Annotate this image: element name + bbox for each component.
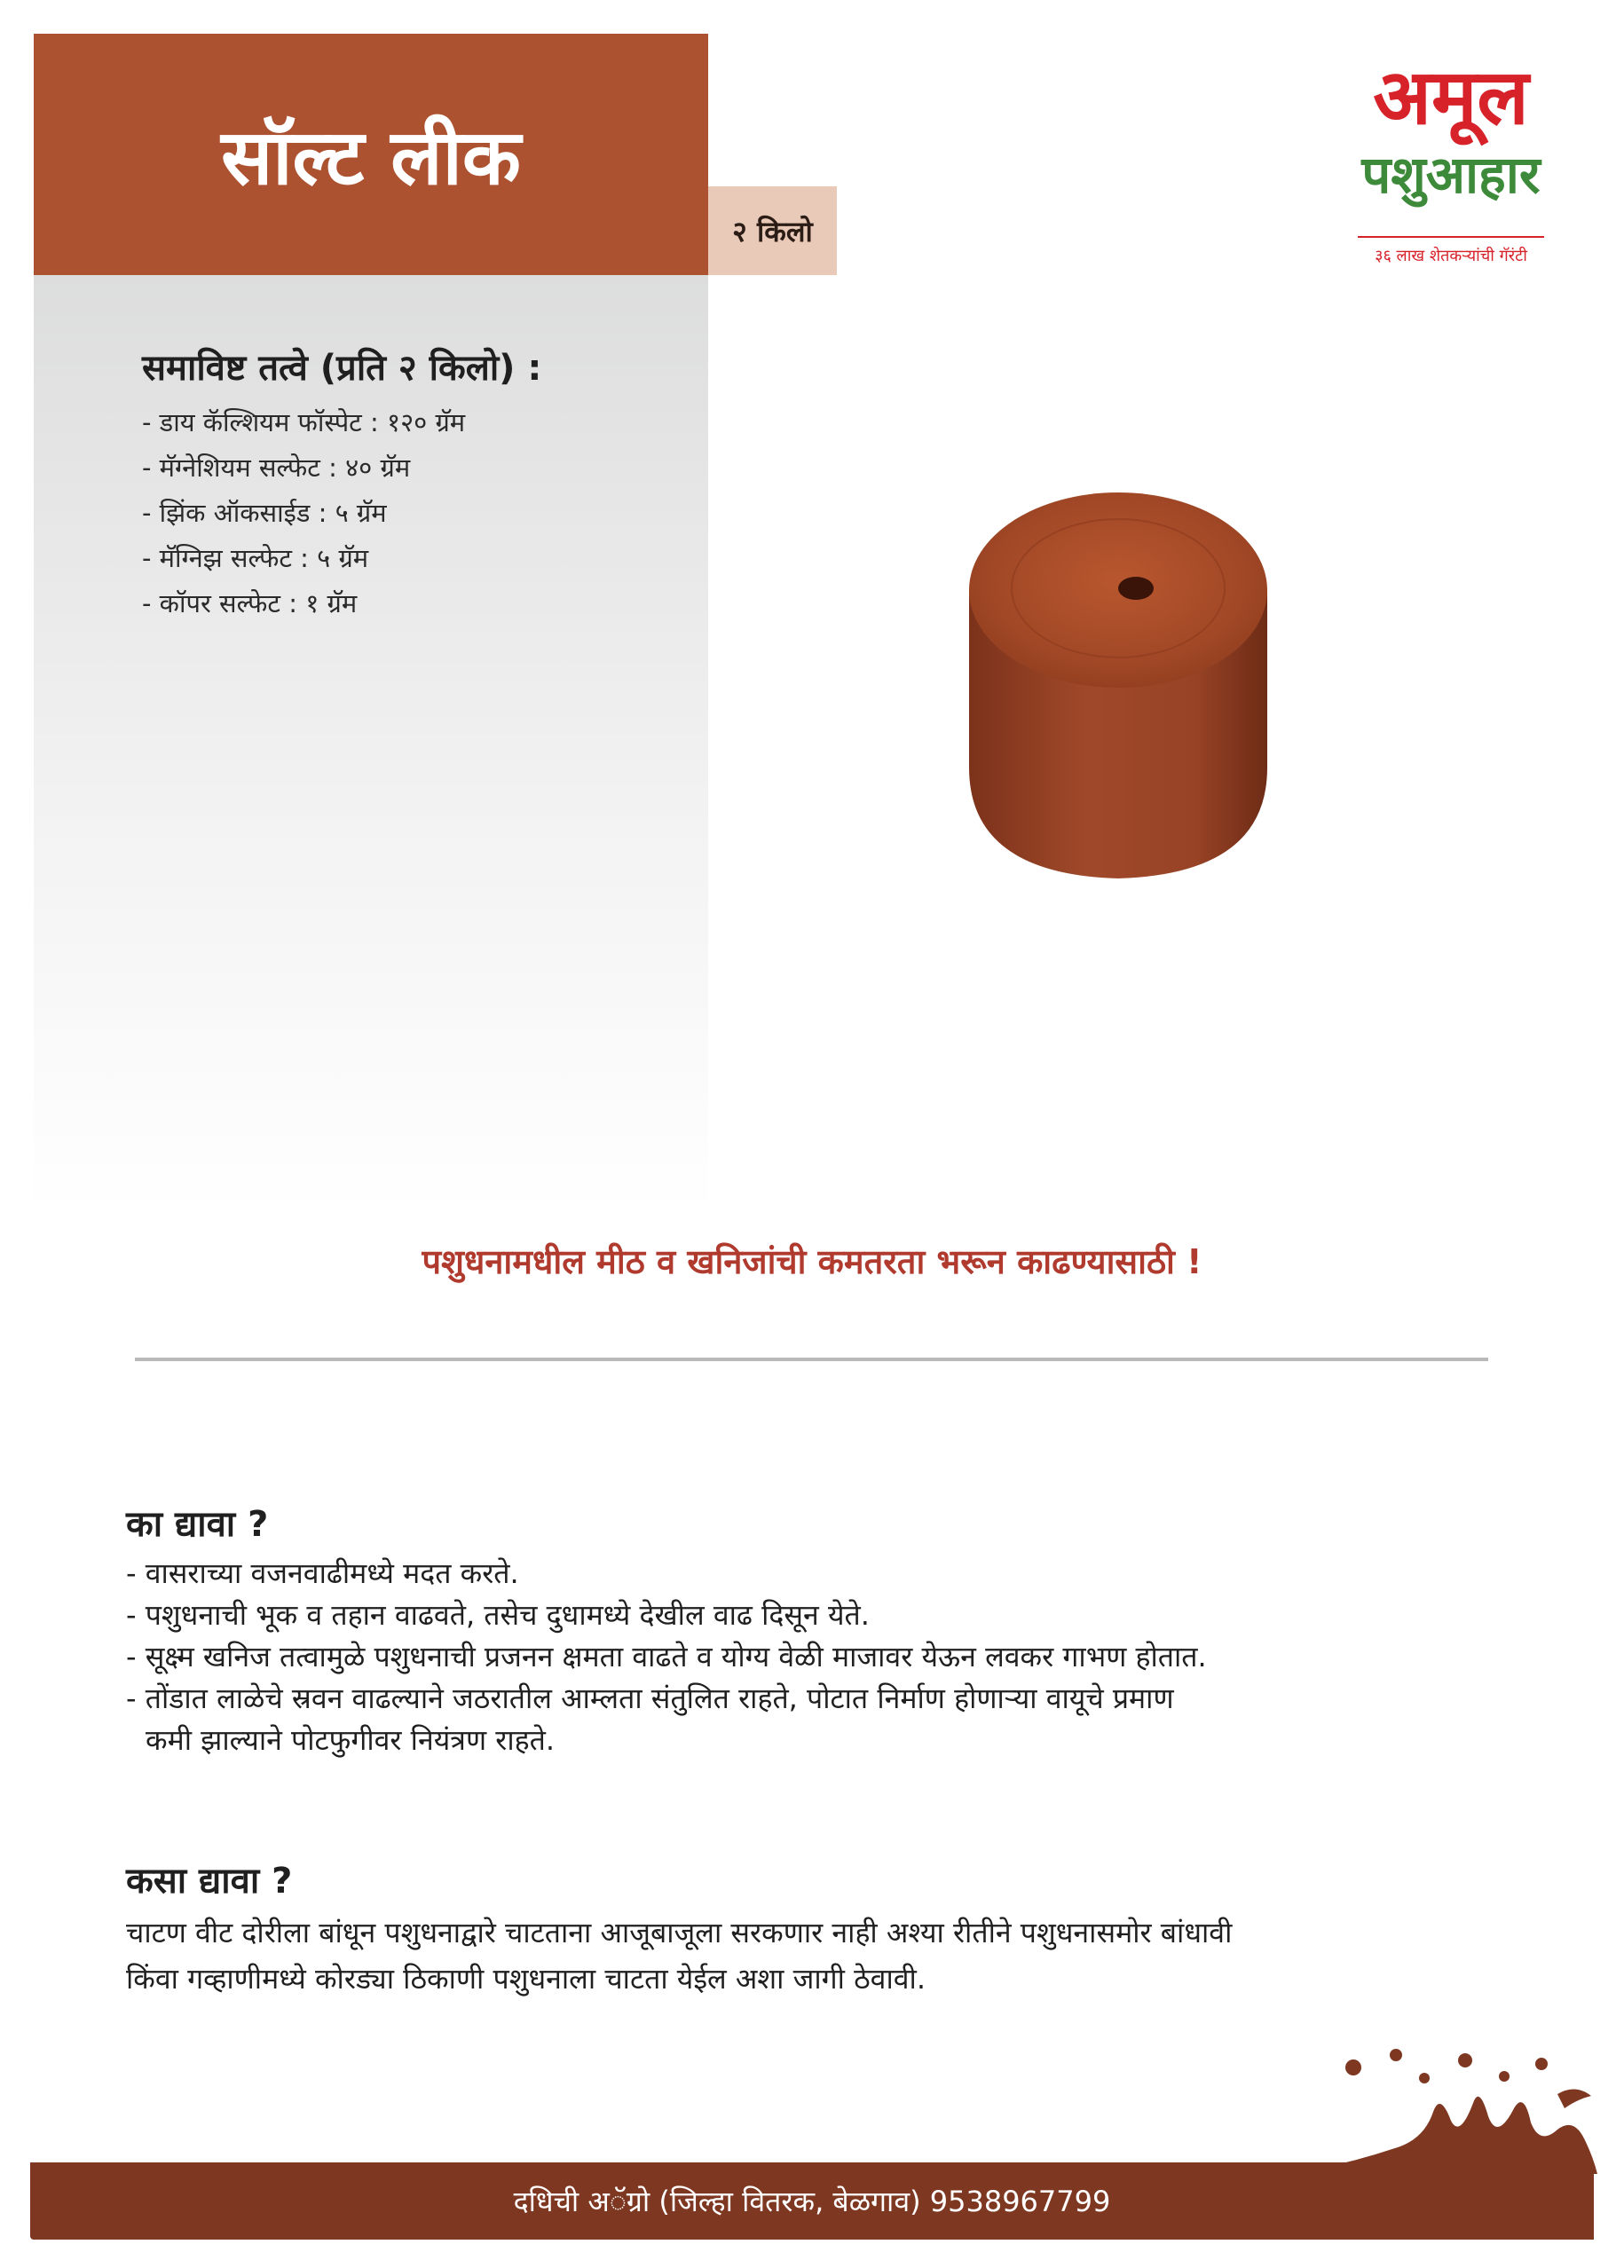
ingredient-item: - कॉपर सल्फेट : १ ग्रॅम [142,588,358,618]
how-section [126,1856,1510,2002]
brand-tagline: ३६ लाख शेतकऱ्यांची गॅरंटी [1375,247,1527,265]
how-line: चाटण वीट दोरीला बांधून पशुधनाद्वारे चाटताना आजूबाजूला सरकणार नाही अश्या रीतीने पशुधनासमोर बांधावी [126,1916,1233,1949]
why-item: - पशुधनाची भूक व तहान वाढवते, तसेच दुधामध्ये देखील वाढ दिसून येते. [126,1598,870,1632]
section-divider [135,1358,1488,1361]
ingredient-item: - डाय कॅल्शियम फॉस्पेट : १२० ग्रॅम [142,407,466,437]
ingredient-item: - झिंक ऑकसाईड : ५ ग्रॅम [142,498,387,528]
ingredients-section [142,342,674,626]
why-item [126,1678,1510,1761]
brand-subtitle: पशुआहार [1361,145,1541,205]
how-heading: कसा द्यावा ? [126,1861,293,1902]
product-title: सॉल्ट लीक [221,113,521,202]
milk-splash-graphic [1291,2041,1597,2174]
how-body [126,1910,1510,2002]
ingredient-item: - मॅग्निझ सल्फेट : ५ ग्रॅम [142,543,369,573]
salt-lick-block-image [958,484,1278,887]
product-tagline: पशुधनामधील मीठ व खनिजांची कमतरता भरून काढण्यासाठी ! [422,1242,1202,1281]
brand-logo [1331,53,1571,275]
how-line: किंवा गव्हाणीमध्ये कोरड्या ठिकाणी पशुधनाला चाटता येईल अशा जागी ठेवावी. [126,1962,926,1996]
weight-tag: २ किलो [708,186,837,275]
why-item-continuation: कमी झाल्याने पोटफुगीवर नियंत्रण राहते. [146,1723,556,1757]
ingredients-list [142,400,674,626]
why-item: - वासराच्या वजनवाढीमध्ये मदत करते. [126,1556,519,1590]
why-list [126,1553,1510,1761]
footer-bar [30,2162,1594,2240]
why-item-text: - तोंडात लाळेचे स्रवन वाढल्याने जठरातील आम्लता संतुलित राहते, पोटात निर्माण होणाऱ्या वायूचे प्रमाण [126,1681,1174,1715]
ingredient-item: - मॅग्नेशियम सल्फेट : ४० ग्रॅम [142,453,411,483]
why-section [126,1500,1510,1761]
why-heading: का द्यावा ? [126,1504,269,1545]
ingredients-heading: समाविष्ट तत्वे (प्रति २ किलो) : [142,348,542,389]
distributor-info: दधिची अॅग्रो (जिल्हा वितरक, बेळगाव) 9538967799 [513,2185,1111,2218]
title-banner [34,34,708,275]
brand-name: अमूल [1373,53,1529,142]
logo-divider [1358,236,1544,238]
why-item: - सूक्ष्म खनिज तत्वामुळे पशुधनाची प्रजनन क्षमता वाढते व योग्य वेळी माजावर येऊन लवकर गाभण होतात. [126,1640,1207,1673]
